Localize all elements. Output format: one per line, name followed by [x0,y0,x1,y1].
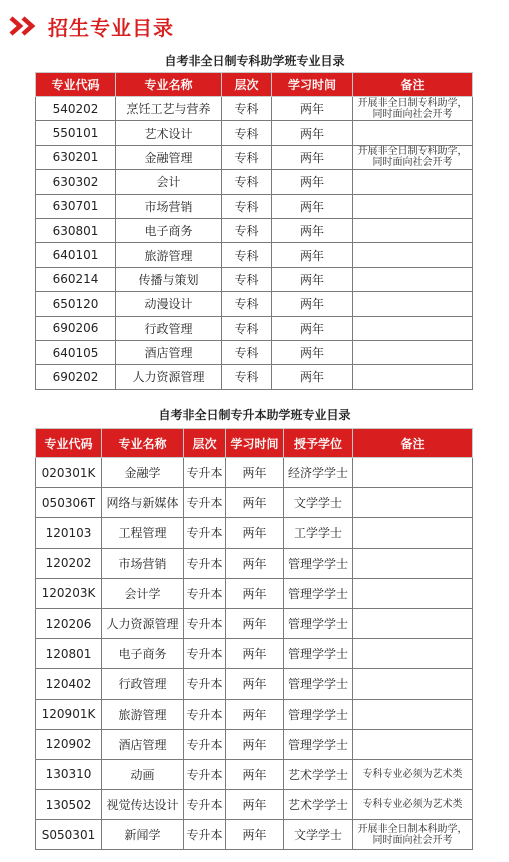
table-cell: 120902 [36,729,102,759]
page-title: 招生专业目录 [48,15,174,40]
table-row [36,790,473,820]
table-cell: 120801 [36,639,102,669]
table-cell: 120202 [36,548,102,578]
note-cell: 专科专业必须为艺术类 [353,759,473,789]
table-cell: 120901K [36,699,102,729]
table-cell: 专科 [222,365,272,389]
table-cell: 120103 [36,518,102,548]
note-cell [353,639,473,669]
table-cell: 120206 [36,608,102,638]
table-row [36,578,473,608]
table-cell: 130502 [36,790,102,820]
table-cell: 两年 [226,488,284,518]
table-row [36,548,473,578]
column-header: 层次 [222,73,272,97]
table-cell: 640105 [36,340,116,364]
table-cell: 两年 [272,316,353,340]
table1-title: 自考非全日制专科助学班专业目录 [164,54,345,68]
note-cell [353,518,473,548]
table-cell: 两年 [272,145,353,169]
table-row [36,97,473,121]
table-cell: 两年 [226,578,284,608]
note-cell: 专科专业必须为艺术类 [353,790,473,820]
note-cell [353,267,473,291]
table-row [36,608,473,638]
table-cell: 两年 [272,97,353,121]
table-cell: 专科 [222,218,272,242]
table-cell: 管理学学士 [284,699,353,729]
table-cell: 630302 [36,170,116,194]
column-header: 专业代码 [36,73,116,97]
table-cell: 动漫设计 [116,292,222,316]
table2-title: 自考非全日制专升本助学班专业目录 [158,408,351,422]
table-cell: 两年 [272,243,353,267]
table-cell: 旅游管理 [102,699,184,729]
table2-header-row [36,429,473,458]
table-cell: 两年 [272,292,353,316]
table-cell: 两年 [272,170,353,194]
note-cell [353,243,473,267]
note-cell: 开展非全日制专科助学，同时面向社会开考 [353,145,473,169]
table-cell: 烹饪工艺与营养 [116,97,222,121]
table-cell: 动画 [102,759,184,789]
table-cell: 专升本 [184,820,226,850]
table-cell: 两年 [226,458,284,488]
table-cell: 专升本 [184,548,226,578]
table-cell: 660214 [36,267,116,291]
table-cell: 传播与策划 [116,267,222,291]
note-cell [353,729,473,759]
table-row [36,729,473,759]
note-cell [353,121,473,145]
table-cell: 两年 [226,790,284,820]
table-cell: 市场营销 [102,548,184,578]
note-cell [353,458,473,488]
column-header: 学习时间 [272,73,353,97]
table-cell: 640101 [36,243,116,267]
specialty-table-2 [35,428,473,850]
table-cell: 电子商务 [116,218,222,242]
table-cell: 专升本 [184,699,226,729]
note-cell [353,340,473,364]
table-cell: 专科 [222,170,272,194]
table-cell: 专科 [222,121,272,145]
table-row [36,194,473,218]
table-cell: 工程管理 [102,518,184,548]
table-row [36,759,473,789]
table-cell: 120203K [36,578,102,608]
table-cell: 艺术学学士 [284,790,353,820]
table-row [36,340,473,364]
table-cell: 管理学学士 [284,729,353,759]
table-cell: 人力资源管理 [116,365,222,389]
note-cell [353,194,473,218]
table-row [36,145,473,169]
table-cell: 050306T [36,488,102,518]
table-cell: 工学学士 [284,518,353,548]
table-cell: 专升本 [184,578,226,608]
table-cell: 两年 [226,729,284,759]
table-cell: 电子商务 [102,639,184,669]
table-row [36,820,473,850]
table-cell: 专升本 [184,488,226,518]
table-cell: 经济学学士 [284,458,353,488]
table-row [36,699,473,729]
table-cell: 两年 [226,759,284,789]
table-cell: 020301K [36,458,102,488]
table-cell: 专升本 [184,759,226,789]
table-cell: 650120 [36,292,116,316]
table-cell: 专升本 [184,639,226,669]
table-cell: 专科 [222,194,272,218]
column-header: 备注 [353,73,473,97]
table-cell: 艺术设计 [116,121,222,145]
table-cell: 酒店管理 [116,340,222,364]
table-row [36,488,473,518]
table-cell: 旅游管理 [116,243,222,267]
note-cell [353,699,473,729]
note-cell: 开展非全日制专科助学，同时面向社会开考 [353,97,473,121]
table-cell: 专科 [222,97,272,121]
table-cell: 专科 [222,316,272,340]
note-cell: 开展非全日制本科助学，同时面向社会开考 [353,820,473,850]
table-cell: 两年 [272,194,353,218]
table-cell: 专科 [222,340,272,364]
table-cell: 金融学 [102,458,184,488]
table-cell: 专升本 [184,518,226,548]
table-cell: 550101 [36,121,116,145]
table-cell: 会计 [116,170,222,194]
table-row [36,365,473,389]
column-header: 层次 [184,429,226,458]
table-cell: 两年 [272,340,353,364]
note-cell [353,578,473,608]
table-cell: 管理学学士 [284,669,353,699]
table-cell: 文学学士 [284,820,353,850]
table1-header-row [36,73,473,97]
table-cell: 两年 [272,218,353,242]
table-cell: 行政管理 [116,316,222,340]
column-header: 专业代码 [36,429,102,458]
column-header: 专业名称 [102,429,184,458]
table-row [36,170,473,194]
table-cell: 行政管理 [102,669,184,699]
page-header [8,8,174,44]
table-cell: 540202 [36,97,116,121]
table-cell: 专升本 [184,729,226,759]
table-cell: 专升本 [184,608,226,638]
table-row [36,292,473,316]
column-header: 备注 [353,429,473,458]
table-cell: 市场营销 [116,194,222,218]
table-cell: 两年 [226,699,284,729]
table-cell: 690202 [36,365,116,389]
table-cell: 630801 [36,218,116,242]
note-cell [353,548,473,578]
note-cell [353,292,473,316]
specialty-table-1 [35,72,473,390]
table-cell: 专科 [222,145,272,169]
table-cell: 管理学学士 [284,639,353,669]
note-cell [353,608,473,638]
table-cell: 酒店管理 [102,729,184,759]
table-row [36,121,473,145]
table-cell: 专升本 [184,790,226,820]
table-cell: 视觉传达设计 [102,790,184,820]
table-cell: 两年 [226,548,284,578]
table-row [36,458,473,488]
column-header: 专业名称 [116,73,222,97]
column-header: 学习时间 [226,429,284,458]
table-cell: 690206 [36,316,116,340]
note-cell [353,488,473,518]
table-row [36,243,473,267]
table-cell: 金融管理 [116,145,222,169]
note-cell [353,669,473,699]
table-row [36,218,473,242]
table-cell: 两年 [272,267,353,291]
table-cell: 专升本 [184,458,226,488]
table-cell: 会计学 [102,578,184,608]
table-cell: 两年 [272,121,353,145]
table-cell: 120402 [36,669,102,699]
note-cell [353,365,473,389]
table-row [36,669,473,699]
table-row [36,316,473,340]
table-cell: 两年 [226,639,284,669]
table-cell: 专科 [222,292,272,316]
table-cell: 管理学学士 [284,608,353,638]
note-cell [353,218,473,242]
table-cell: 630701 [36,194,116,218]
double-chevron-right-icon [8,15,38,37]
table-row [36,639,473,669]
note-cell [353,170,473,194]
table-cell: S050301 [36,820,102,850]
table-row [36,518,473,548]
table-cell: 两年 [226,518,284,548]
table-cell: 两年 [226,820,284,850]
table-cell: 630201 [36,145,116,169]
table-cell: 两年 [226,608,284,638]
note-cell [353,316,473,340]
table-cell: 管理学学士 [284,548,353,578]
table-cell: 文学学士 [284,488,353,518]
table-cell: 两年 [272,365,353,389]
table-row [36,267,473,291]
table-cell: 专科 [222,267,272,291]
table-cell: 网络与新媒体 [102,488,184,518]
table-cell: 两年 [226,669,284,699]
table-cell: 管理学学士 [284,578,353,608]
table-cell: 艺术学学士 [284,759,353,789]
table-cell: 专科 [222,243,272,267]
table-cell: 人力资源管理 [102,608,184,638]
table-cell: 130310 [36,759,102,789]
column-header: 授予学位 [284,429,353,458]
table-cell: 新闻学 [102,820,184,850]
table-cell: 专升本 [184,669,226,699]
